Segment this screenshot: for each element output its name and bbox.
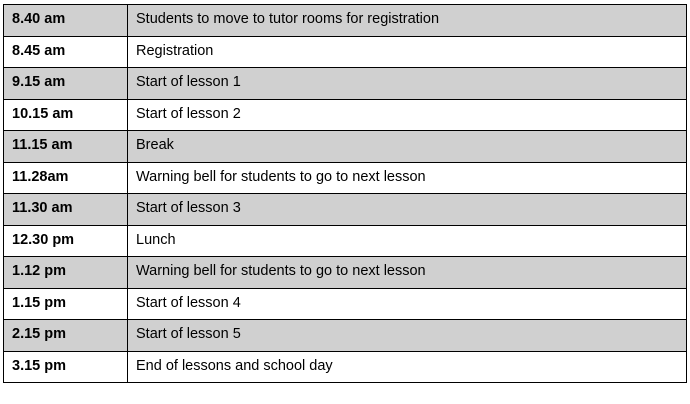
schedule-table-container	[3, 4, 686, 383]
time-cell: 3.15 pm	[4, 351, 128, 383]
event-cell: Lunch	[128, 225, 687, 257]
time-cell: 11.28am	[4, 162, 128, 194]
event-cell: Start of lesson 1	[128, 68, 687, 100]
time-cell: 10.15 am	[4, 99, 128, 131]
table-row	[4, 68, 687, 100]
time-cell: 8.45 am	[4, 36, 128, 68]
table-row	[4, 320, 687, 352]
school-day-schedule-table	[3, 4, 687, 383]
table-row	[4, 131, 687, 163]
table-row	[4, 194, 687, 226]
time-cell: 11.30 am	[4, 194, 128, 226]
table-row	[4, 5, 687, 37]
event-cell: Start of lesson 3	[128, 194, 687, 226]
table-row	[4, 162, 687, 194]
table-row	[4, 99, 687, 131]
event-cell: Students to move to tutor rooms for registration	[128, 5, 687, 37]
event-cell: Warning bell for students to go to next lesson	[128, 257, 687, 289]
table-row	[4, 351, 687, 383]
event-cell: Start of lesson 4	[128, 288, 687, 320]
table-row	[4, 288, 687, 320]
event-cell: Start of lesson 2	[128, 99, 687, 131]
time-cell: 1.12 pm	[4, 257, 128, 289]
time-cell: 9.15 am	[4, 68, 128, 100]
table-row	[4, 36, 687, 68]
time-cell: 11.15 am	[4, 131, 128, 163]
time-cell: 8.40 am	[4, 5, 128, 37]
table-row	[4, 225, 687, 257]
event-cell: Warning bell for students to go to next lesson	[128, 162, 687, 194]
event-cell: Start of lesson 5	[128, 320, 687, 352]
time-cell: 1.15 pm	[4, 288, 128, 320]
event-cell: Registration	[128, 36, 687, 68]
time-cell: 12.30 pm	[4, 225, 128, 257]
event-cell: Break	[128, 131, 687, 163]
table-row	[4, 257, 687, 289]
time-cell: 2.15 pm	[4, 320, 128, 352]
event-cell: End of lessons and school day	[128, 351, 687, 383]
